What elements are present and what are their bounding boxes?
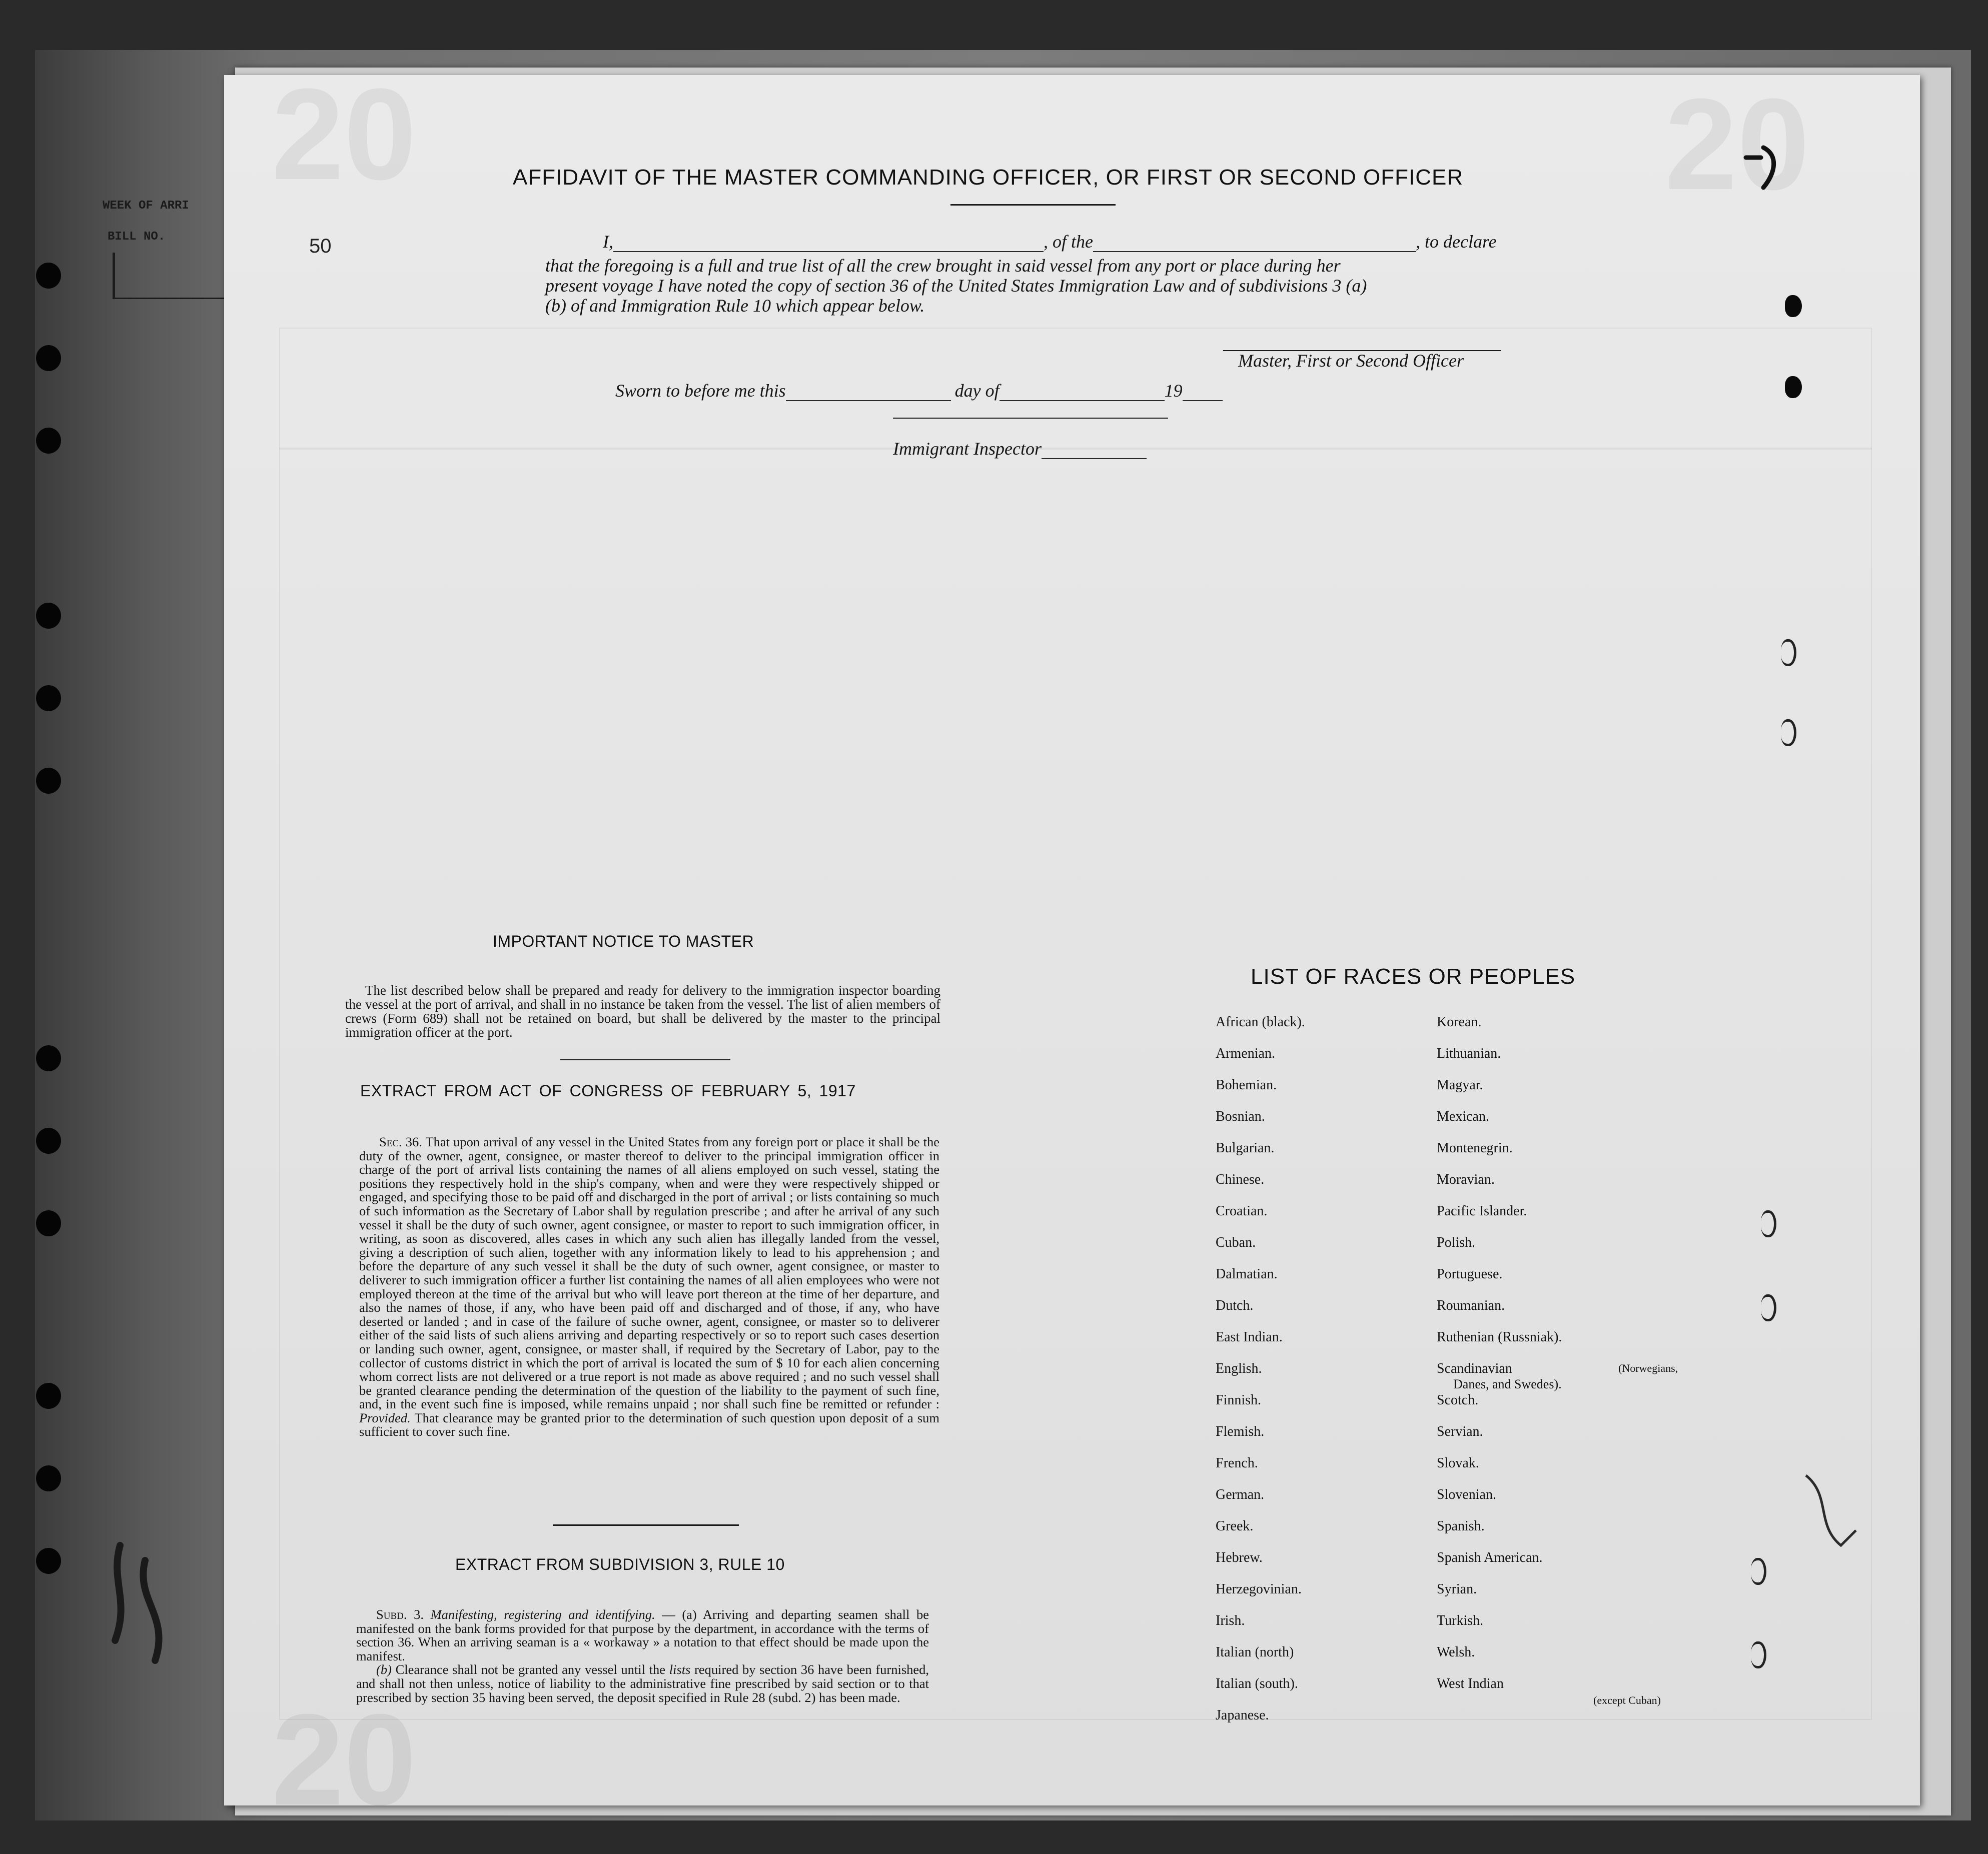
affidavit-line3: present voyage I have noted the copy of section 36 of the United States Immigration Law and of subdivisions 3 (a)	[545, 276, 1367, 296]
name-blank	[613, 251, 1044, 252]
races-heading: LIST OF RACES OR PEOPLES	[1251, 964, 1576, 989]
side-stamp-line2: BILL NO.	[108, 230, 166, 244]
punch-hole	[1761, 1210, 1776, 1237]
race-item: African (black).	[1216, 1014, 1305, 1030]
race-item: Spanish American.	[1437, 1550, 1543, 1565]
notice-text: The list described below shall be prepared and ready for delivery to the immigration inspector boarding the vessel at the port of arrival, and shall in no instance be taken from the vessel. The list of alien members of crews (Form 689) shall not be retained on board, but shall be delivered by the master to the principal immigration officer at the port.	[345, 983, 940, 1040]
binder-hole	[36, 603, 61, 629]
rule-heading: EXTRACT FROM SUBDIVISION 3, RULE 10	[455, 1555, 785, 1573]
day-of-label: day of	[954, 381, 1000, 401]
affidavit-line1	[603, 231, 1497, 252]
affidavit-line4: (b) of and Immigration Rule 10 which appear below.	[545, 296, 925, 316]
rule-subd-a: — (a) Arriving and departing seamen shall be manifested on the bank forms provided for that purpose by the department, in accordance with the terms of section 36. When an arriving seaman is a « workaway » a notation to that effect should be made upon the manifest.	[356, 1607, 929, 1663]
race-item: Pacific Islander.	[1437, 1203, 1527, 1219]
rule-subd-label: Subd. 3.	[376, 1607, 424, 1622]
year-prefix: 19	[1164, 381, 1183, 401]
handwritten-mark	[1741, 143, 1781, 193]
act-provided: Provided.	[359, 1410, 411, 1425]
west-indian-note: (except Cuban)	[1593, 1694, 1661, 1706]
race-item: Scandinavian	[1437, 1361, 1512, 1376]
month-blank	[1000, 400, 1165, 401]
page-mark: 50	[309, 235, 332, 257]
race-item: Irish.	[1216, 1613, 1245, 1628]
binder-hole	[36, 1548, 61, 1574]
side-stamp-line1: WEEK OF ARRI	[103, 199, 189, 213]
race-item: English.	[1216, 1361, 1262, 1376]
race-item: Armenian.	[1216, 1046, 1275, 1061]
handwritten-mark	[100, 1540, 200, 1670]
race-item: Polish.	[1437, 1235, 1476, 1250]
race-item: Bulgarian.	[1216, 1140, 1275, 1156]
rule-subd-b-label: (b)	[376, 1662, 392, 1677]
bleed-through-number: 20	[272, 1687, 417, 1832]
act-rule	[553, 1524, 739, 1526]
race-item: Greek.	[1216, 1518, 1254, 1534]
affidavit-to-declare: , to declare	[1415, 232, 1497, 252]
bleed-through-number: 20	[272, 62, 417, 207]
handwritten-mark	[1801, 1465, 1871, 1565]
race-item: Ruthenian (Russniak).	[1437, 1329, 1562, 1345]
race-item: Welsh.	[1437, 1644, 1475, 1660]
sworn-day-blank	[786, 400, 951, 401]
race-item: Roumanian.	[1437, 1298, 1505, 1313]
binder-hole	[36, 345, 61, 371]
binder-hole	[36, 685, 61, 711]
race-item: Syrian.	[1437, 1581, 1477, 1597]
race-item: Italian (north)	[1216, 1644, 1294, 1660]
act-section-label: Sec. 36.	[379, 1134, 422, 1149]
binder-hole	[36, 1383, 61, 1409]
race-item: Dalmatian.	[1216, 1266, 1278, 1282]
rule-subd-b-end: required by section 36 have been furnished, and shall not then unless, notice of liability to the administrative fine prescribed by said section or to that prescribed by section 35 having been served, the deposit specified in Rule 28 (subd. 2) has been made.	[356, 1662, 929, 1705]
vessel-blank	[1093, 251, 1416, 252]
race-item: Hebrew.	[1216, 1550, 1263, 1565]
binder-hole	[36, 768, 61, 794]
scandinavian-note-2: Danes, and Swedes).	[1453, 1377, 1562, 1391]
sworn-label: Sworn to before me this	[615, 381, 786, 401]
act-text	[359, 1135, 939, 1439]
race-item: Mexican.	[1437, 1109, 1489, 1124]
act-body: That upon arrival of any vessel in the United States from any foreign port or place it shall be the duty of the owner, agent, consignee, or master thereof to deliver to the principal immigration officer in charge of the port of arrival lists containing the names of all aliens employed on such vessel, stating the positions they respectively hold in the ship's company, when and were they were respectively shipped or engaged, and specifying those to be paid off and discharged in the port of arrival ; or lists containing so much of such information as the Secretary of Labor shall by regulation prescribe ; and after he arrival of any such vessel it shall be the duty of such owner, agent consignee, or master to report to such immigration officer, in writing, as soon as discovered, alles cases in which any such alien has illegally landed from the vessel, giving a description of such alien, together with any information likely to lead to his apprehension ; and before the departure of any such vessel it shall be the duty of such owner, agent consignee, or master to deliverer to such immigration officer a further list containing the names of all alien employees who were not employed thereon at the time of the arrival but who will leave port thereon at the time of her departure, and also the names of those, if any, who have been paid off and discharged and of those, if any, who have deserted or landed ; and in case of the failure of suche owner, agent, consignee, or master so to deliverer either of the said lists of such aliens arriving and departing respectively or so to report such cases desertion or landing such owner, agent, consignee, or master shall, if required by the Secretary of Labor, pay to the collector of customs district in which the port of arrival is located the sum of $ 10 for each alien concerning whom correct lists are not delivered or a true report is not made as above required ; and no such vessel shall be granted clearance pending the determination of the question of the liability to the payment of such fine, and, in the event such fine is imposed, while remains unpaid ; nor shall such fine be remitted or refunder :	[359, 1134, 939, 1412]
race-item: East Indian.	[1216, 1329, 1283, 1345]
scandinavian-note-1: (Norwegians,	[1618, 1362, 1678, 1374]
year-blank	[1183, 400, 1223, 401]
binder-hole	[36, 1465, 61, 1491]
side-stamp-box	[113, 253, 237, 299]
act-heading: EXTRACT FROM ACT OF CONGRESS OF FEBRUARY 5, 1917	[360, 1082, 856, 1100]
race-item: Montenegrin.	[1437, 1140, 1513, 1156]
punch-hole	[1751, 1558, 1766, 1585]
inspector-signature-line	[893, 418, 1168, 419]
inspector-label	[893, 438, 1147, 459]
race-item: Portuguese.	[1437, 1266, 1503, 1282]
notice-heading: IMPORTANT NOTICE TO MASTER	[493, 932, 754, 950]
race-item: Scotch.	[1437, 1392, 1479, 1408]
race-item: Slovak.	[1437, 1455, 1479, 1471]
binder-hole	[36, 428, 61, 454]
race-item: Spanish.	[1437, 1518, 1485, 1534]
race-item: Herzegovinian.	[1216, 1581, 1302, 1597]
punch-hole	[1761, 1294, 1776, 1321]
document-sheet	[224, 62, 1920, 1832]
race-item: Finnish.	[1216, 1392, 1262, 1408]
inspector-blank	[1042, 458, 1147, 459]
inspector-text: Immigrant Inspector	[893, 439, 1042, 459]
race-item: Flemish.	[1216, 1424, 1265, 1439]
punch-hole	[1785, 376, 1802, 398]
race-item: Turkish.	[1437, 1613, 1484, 1628]
punch-hole	[1781, 639, 1796, 666]
race-item: Bosnian.	[1216, 1109, 1265, 1124]
race-item: Cuban.	[1216, 1235, 1256, 1250]
punch-hole	[1785, 295, 1802, 317]
race-item: Dutch.	[1216, 1298, 1254, 1313]
master-signature-label: Master, First or Second Officer	[1238, 351, 1464, 371]
race-item: Moravian.	[1437, 1172, 1495, 1187]
binder-hole	[36, 263, 61, 289]
race-item: French.	[1216, 1455, 1258, 1471]
punch-hole	[1751, 1641, 1766, 1668]
affidavit-i: I,	[603, 232, 613, 252]
race-item: Lithuanian.	[1437, 1046, 1501, 1061]
act-body-end: That clearance may be granted prior to the determination of such question upon deposit of a sum sufficient to cover such fine.	[359, 1410, 939, 1439]
race-item: Chinese.	[1216, 1172, 1265, 1187]
rule-subd-b-lists: lists	[669, 1662, 691, 1677]
race-item: Slovenian.	[1437, 1487, 1496, 1502]
race-item: Japanese.	[1216, 1707, 1269, 1723]
rule-subd-title: Manifesting, registering and identifying.	[430, 1607, 655, 1622]
race-item: Bohemian.	[1216, 1077, 1277, 1093]
binder-hole	[36, 1045, 61, 1071]
race-item: Croatian.	[1216, 1203, 1268, 1219]
race-item: Magyar.	[1437, 1077, 1483, 1093]
punch-hole	[1781, 719, 1796, 746]
binder-hole	[36, 1128, 61, 1154]
affidavit-of-the: , of the	[1044, 232, 1093, 252]
rule-subd-b-start: Clearance shall not be granted any vessel until the	[395, 1662, 666, 1677]
race-item: German.	[1216, 1487, 1265, 1502]
binder-hole	[36, 1210, 61, 1236]
title-rule	[950, 204, 1116, 206]
race-item: Servian.	[1437, 1424, 1483, 1439]
race-item: West Indian	[1437, 1676, 1504, 1691]
race-item: Korean.	[1437, 1014, 1482, 1030]
affidavit-line2: that the foregoing is a full and true list of all the crew brought in said vessel from any port or place during her	[545, 256, 1341, 276]
bleed-through-number: 20	[1665, 72, 1810, 217]
rule-text	[356, 1608, 929, 1704]
affidavit-title: AFFIDAVIT OF THE MASTER COMMANDING OFFICER, OR FIRST OR SECOND OFFICER	[513, 165, 1464, 190]
notice-rule	[560, 1059, 730, 1060]
race-item: Italian (south).	[1216, 1676, 1298, 1691]
sworn-line	[615, 380, 1223, 401]
